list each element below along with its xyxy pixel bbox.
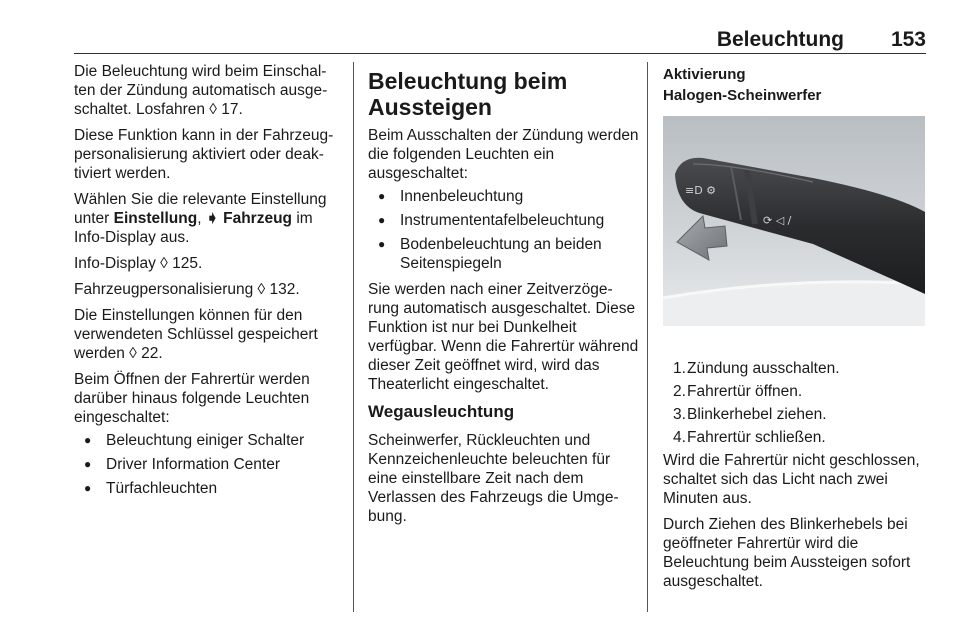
list-item: 3. Blinkerhebel ziehen. [673, 406, 827, 423]
section-heading: Beleuchtung beim Aussteigen [368, 68, 568, 120]
menu-path-vehicle: ➧ Fahrzeug [205, 210, 293, 227]
svg-text:≡D ⚙: ≡D ⚙ [685, 184, 717, 197]
list-item: ● Bodenbeleuchtung an beiden Seitenspiegeln [368, 235, 640, 273]
page-number: 153 [890, 28, 926, 51]
paragraph: Die Einstellungen können für den verwendeten Schlüssel gespeichert werden ◊ 22. [74, 307, 318, 362]
lever-illustration [663, 116, 925, 326]
list-item: ● Driver Information Center [74, 455, 344, 474]
paragraph: Scheinwerfer, Rückleuchten und Kennzeichenleuchte beleuchten für eine einstellbare Zeit nach dem Verlassen des Fahrzeugs die Umge-bung. [368, 432, 619, 525]
paragraph: Beim Ausschalten der Zündung werden die folgenden Leuchten ein ausgeschaltet: [368, 127, 639, 182]
list-item: 4. Fahrertür schließen. [673, 429, 826, 446]
lever-figure-icon [663, 116, 925, 326]
list-item: ● Innenbeleuchtung [368, 187, 640, 206]
paragraph: Durch Ziehen des Blinkerhebels bei geöffneter Fahrertür wird die Beleuchtung beim Aussteigen sofort ausgeschaltet. [663, 516, 911, 590]
heading-halogen: Halogen-Scheinwerfer [663, 87, 822, 104]
paragraph: Wird die Fahrertür nicht geschlossen, schaltet sich das Licht nach zwei Minuten aus. [663, 452, 920, 507]
menu-path-settings: Einstellung [113, 210, 198, 227]
paragraph: Info-Display ◊ 125. [74, 255, 203, 272]
list-item: ● Instrumententafelbeleuchtung [368, 211, 640, 230]
column-left [74, 62, 344, 505]
paragraph: Sie werden nach einer Zeitverzöge-rung automatisch ausgeschaltet. Diese Funktion ist nur bei Dunkelheit verfügbar. Wenn die Fahrertür während dieser Zeit geöffnet wird, wird das Theaterlicht eingeschaltet. [368, 281, 639, 393]
heading-activation: Aktivierung [663, 66, 746, 83]
svg-text:⟳ ◁ /: ⟳ ◁ / [763, 214, 792, 227]
paragraph: Die Beleuchtung wird beim Einschal-ten der Zündung automatisch ausge-schaltet. Losfahren ◊ 17. [74, 63, 328, 118]
list-item: 1. Zündung ausschalten. [673, 360, 840, 377]
column-divider [353, 62, 354, 612]
header-title: Beleuchtung [716, 28, 844, 51]
list-item: ● Beleuchtung einiger Schalter [74, 431, 344, 450]
list-item: 2. Fahrertür öffnen. [673, 383, 803, 400]
column-middle [368, 62, 640, 533]
column-divider [647, 62, 648, 612]
list-item: ● Türfachleuchten [74, 479, 344, 498]
paragraph: Beim Öffnen der Fahrertür werden darüber hinaus folgende Leuchten eingeschaltet: [74, 371, 310, 426]
bullet-list [74, 431, 344, 498]
paragraph: Fahrzeugpersonalisierung ◊ 132. [74, 281, 300, 298]
bullet-list [368, 187, 640, 273]
paragraph: Diese Funktion kann in der Fahrzeug-personalisierung aktiviert oder deak-tiviert werden. [74, 127, 334, 182]
step-list [663, 359, 931, 447]
paragraph: Wählen Sie die relevante Einstellung unter Einstellung, ➧ Fahrzeug im Info-Display aus. [74, 191, 327, 246]
page-reference: ◊ 17. [209, 101, 243, 118]
subsection-heading: Wegausleuchtung [368, 402, 515, 421]
page-header [74, 20, 926, 54]
